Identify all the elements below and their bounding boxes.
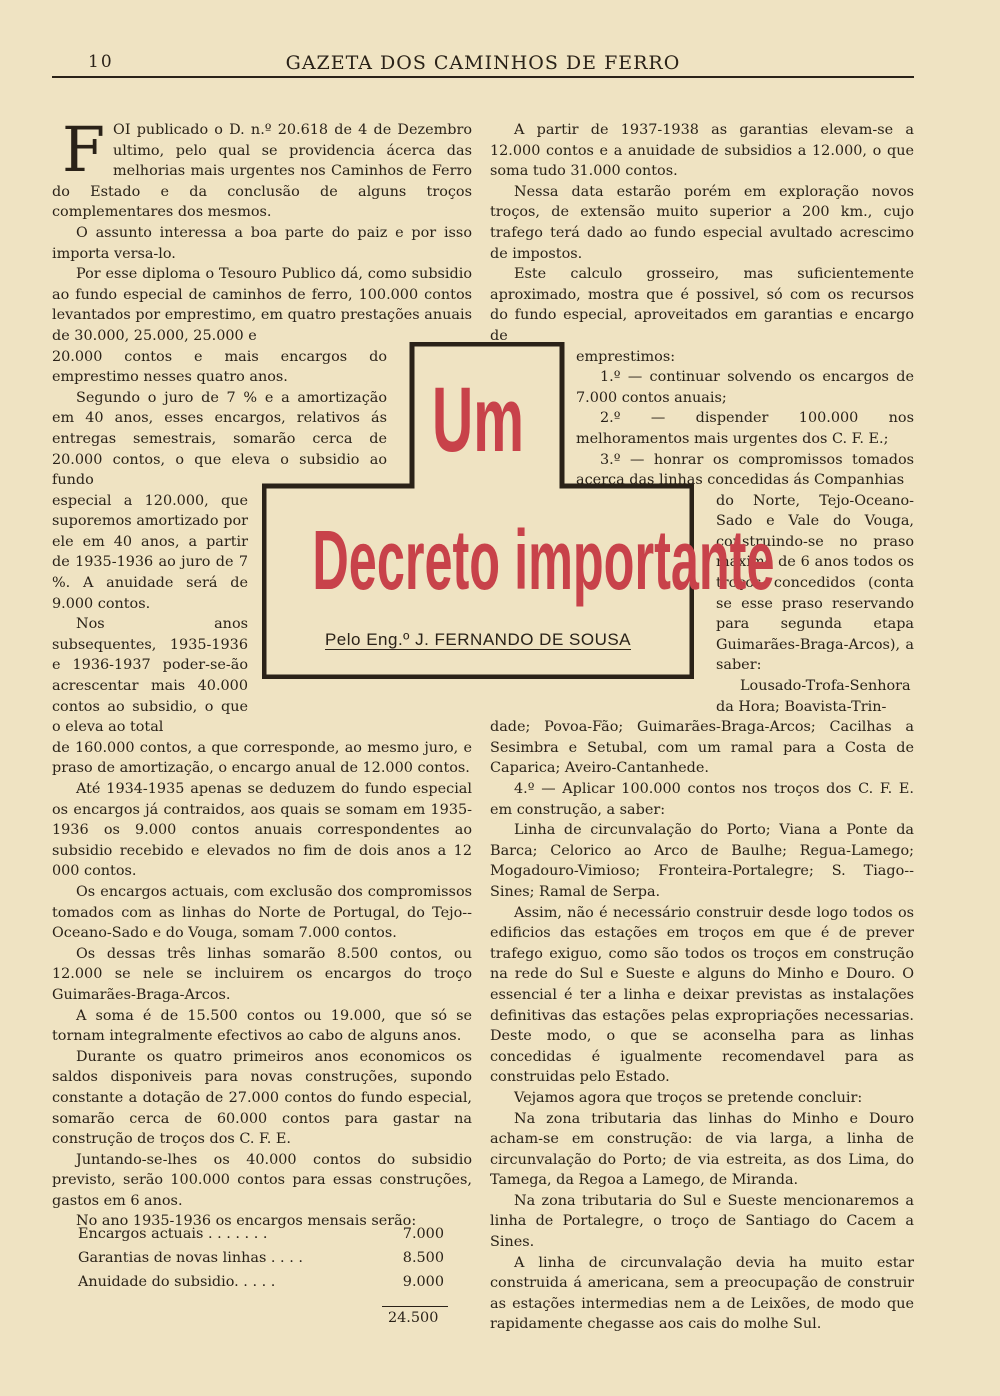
paragraph: Nos anos subsequentes, 1935-1936 e 1936-1937 poder-se-ão acrescentar mais 40.000 contos ao subsidio, o que o eleva ao total xyxy=(52,616,248,736)
table-row xyxy=(78,1250,448,1274)
paragraph: Na zona tributaria do Sul e Sueste mencionaremos a linha de Portalegre, o troço de Santiago do Cacem a Sines. xyxy=(490,1192,914,1251)
list-item: 1.º — continuar solvendo os encargos de 7.000 contos anuais; xyxy=(576,369,914,406)
article-title-line2: Decreto importante xyxy=(312,513,775,607)
paragraph: Este calculo grosseiro, mas suficientemente aproximado, mostra que é possivel, só com os recursos do fundo especial, aproveitados em garantias e encargo de xyxy=(490,266,914,344)
page-header xyxy=(52,50,914,78)
row-value: 7.000 xyxy=(402,1226,444,1242)
paragraph: A linha de circunvalação devia ha muito estar construida á americana, sem a preocupação de construir as estações intermedias nem a de Leixões, de modo que rapidamente chegasse aos cais do molhe Sul. xyxy=(490,1254,914,1333)
paragraph: No ano 1935-1936 os encargos mensais serão: xyxy=(76,1213,417,1230)
paragraph: 20.000 contos e mais encargos do emprestimo nesses quatro anos. xyxy=(52,348,387,386)
list-item: 3.º — honrar os compromissos tomados acerca das linhas concedidas ás Companhias xyxy=(576,451,914,489)
paragraph: Os dessas três linhas somarão 8.500 contos, ou 12.000 se nele se incluirem os encargos do troço Guimarães-Braga-Arcos. xyxy=(52,945,472,1003)
paragraph: Durante os quatro primeiros anos economicos os saldos disponiveis para novas construções, supondo constante a dotação de 27.000 contos do fundo especial, somarão cerca de 60.000 contos para gastar na construção de troços dos C. F. E. xyxy=(52,1048,472,1148)
right-column xyxy=(490,120,914,1335)
drop-cap: F xyxy=(62,113,106,186)
paragraph: Juntando-se-lhes os 40.000 contos do subsidio previsto, serão 100.000 contos para essas construções, gastos em 6 anos. xyxy=(52,1151,472,1209)
list-item: Lousado-Trofa-Senhora da Hora; Boavista-Trin- xyxy=(716,678,911,715)
row-label: Encargos actuais . . . . . . . xyxy=(78,1226,268,1242)
row-value: 8.500 xyxy=(402,1250,444,1266)
table-total: 24.500 xyxy=(388,1310,439,1326)
list-item: dade; Povoa-Fão; Guimarães-Braga-Arcos; Cacilhas a Sesimbra e Setubal, com um ramal para a Costa de Caparica; Aveiro-Cantanhede. xyxy=(490,719,914,777)
journal-title: GAZETA DOS CAMINHOS DE FERRO xyxy=(285,52,681,74)
paragraph: A partir de 1937-1938 as garantias elevam-se a 12.000 contos e a anuidade de subsidios a 12.000, o que soma tudo 31.000 contos. xyxy=(490,122,914,180)
list-item: Linha de circunvalação do Porto; Viana a Ponte da Barca; Celorico ao Arco de Baulhe; Regua-Lamego; Mogadouro-Vimioso; Fronteira-Portalegre; S. Tiago--Sines; Ramal de Serpa. xyxy=(490,822,914,900)
paragraph: Nessa data estarão porém em exploração novos troços, de extensão muito superior a 200 km., cujo trafego terá dado ao fundo especial avultado acrescimo de impostos. xyxy=(490,183,914,262)
paragraph: Por esse diploma o Tesouro Publico dá, como subsidio ao fundo especial de caminhos de ferro, 100.000 contos levantados por emprestimo, em quatro prestações anuais de 30.000, 25.000, 25.000 e xyxy=(52,266,472,344)
paragraph: Os encargos actuais, com exclusão dos compromissos tomados com as linhas do Norte de Portugal, do Tejo--Oceano-Sado e do Vouga, somam 7.000 contos. xyxy=(52,883,472,942)
total-rule xyxy=(382,1306,448,1307)
paragraph: FOI publicado o D. n.º 20.618 de 4 de Dezembro ultimo, pelo qual se providencia ácerca das melhorias mais urgentes nos Caminhos de Ferro do Estado e da conclusão de alguns troços complementares dos mesmos. xyxy=(52,113,472,221)
paragraph: especial a 120.000, que suporemos amortizado por ele em 40 anos, a partir de 1935-1936 ao juro de 7 %. A anuidade será de 9.000 contos. xyxy=(52,492,248,612)
article-title-line1: Um xyxy=(432,369,524,471)
row-value: 9.000 xyxy=(402,1274,444,1290)
page-number: 10 xyxy=(88,52,114,72)
list-item: 4.º — Aplicar 100.000 contos nos troços dos C. F. E. em construção, a saber: xyxy=(490,781,914,818)
table-row xyxy=(78,1226,448,1250)
row-label: Anuidade do subsidio. . . . . xyxy=(78,1274,276,1290)
paragraph: emprestimos: xyxy=(576,348,676,365)
paragraph: Na zona tributaria das linhas do Minho e Douro acham-se em construção: de via larga, a linha de circunvalação do Porto; de via estreita, as dos Lima, do Tamega, da Regoa a Lamego, de Miranda. xyxy=(490,1110,914,1189)
paragraph: Assim, não é necessário construir desde logo todos os edificios das estações em troços em que é de prever trafego exiguo, como são todos os troços em construção na rede do Sul e Sueste e alguns do Minho e Douro. O essencial é ter a linha e deixar previstas as instalações definitivas das estações pelas expropriações necessarias. Deste modo, o que se aconselha para as linhas concedidas é igualmente recomendavel para as construidas pelo Estado. xyxy=(490,904,914,1086)
paragraph: Segundo o juro de 7 % e a amortização em 40 anos, esses encargos, relativos ás entregas semestrais, somarão cerca de 20.000 contos, o que eleva o subsidio ao fundo xyxy=(52,389,387,489)
row-label: Garantias de novas linhas . . . . xyxy=(78,1250,303,1266)
paragraph: Até 1934-1935 apenas se deduzem do fundo especial os encargos já contraidos, aos quais se somam em 1935-1936 os 9.000 contos anuais correspondentes ao subsidio recebido e elevados no fim de dois anos a 12 000 contos. xyxy=(52,781,472,880)
paragraph: de 160.000 contos, a que corresponde, ao mesmo juro, e praso de amortização, o encargo anual de 12.000 contos. xyxy=(52,739,472,777)
article-byline: Pelo Eng.º J. FERNANDO DE SOUSA xyxy=(324,630,632,649)
list-item: 2.º — dispender 100.000 nos melhoramentos mais urgentes dos C. F. E.; xyxy=(576,410,914,447)
table-row xyxy=(78,1274,448,1298)
summary-table xyxy=(78,1226,448,1298)
paragraph: Vejamos agora que troços se pretende concluir: xyxy=(514,1089,863,1106)
list-item: do Norte, Tejo-Oceano-Sado e Vale do Vouga, construindo-se no praso maximo de 6 anos todos os troços concedidos (conta se esse praso reservando para segunda etapa Guimarães-Braga-Arcos), a saber: xyxy=(716,492,914,674)
paragraph: A soma é de 15.500 contos ou 19.000, que só se tornam integralmente efectivos ao cabo de alguns anos. xyxy=(52,1007,472,1045)
paragraph: O assunto interessa a boa parte do paiz e por isso importa versa-lo. xyxy=(52,224,472,262)
